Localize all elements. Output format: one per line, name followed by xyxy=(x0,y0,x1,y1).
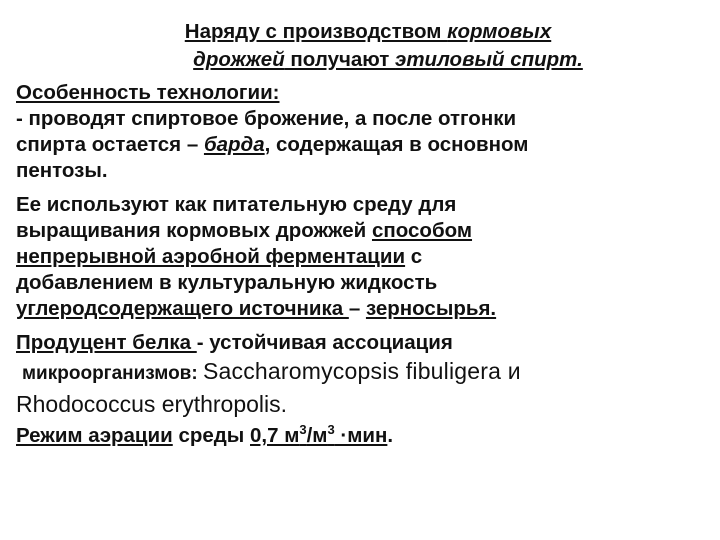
aeration-sup-2: 3 xyxy=(327,422,335,438)
producer-line-2 xyxy=(16,356,700,389)
usage-text-2b: способом xyxy=(371,219,473,242)
title-text-1b: кормовых xyxy=(447,20,552,43)
feature-line-3: пентозы. xyxy=(16,159,108,182)
feature-line-1: - проводят спиртовое брожение, а после отгонки xyxy=(16,107,517,130)
usage-text-3a: непрерывной аэробной ферментации xyxy=(16,245,406,268)
producer-text-1: - устойчивая ассоциация xyxy=(196,331,453,354)
title-text-2a: дрожжей xyxy=(193,48,285,71)
title-text-1a: Наряду с производством xyxy=(184,20,448,43)
usage-line-2 xyxy=(16,218,700,244)
title-line-1 xyxy=(16,18,700,46)
aeration-value-c: ·мин xyxy=(334,424,388,447)
producer-species-2: Rhodococcus erythropolis. xyxy=(16,391,288,417)
usage-line-4: добавлением в культуральную жидкость xyxy=(16,271,438,294)
title-line-2 xyxy=(16,46,700,74)
aeration-end: . xyxy=(387,424,394,447)
usage-line-1: Ее используют как питательную среду для xyxy=(16,193,457,216)
usage-text-5c: зерносырья. xyxy=(365,297,497,320)
usage-text-2a: выращивания кормовых дрожжей xyxy=(16,219,372,242)
aeration-value-b: /м xyxy=(306,424,328,447)
producer-line-1 xyxy=(16,330,700,356)
slide-title xyxy=(16,18,700,74)
usage-text-3b: с xyxy=(405,245,423,268)
producer-text-2a: микроорганизмов: xyxy=(22,363,203,384)
producer-paragraph xyxy=(16,330,700,419)
producer-species-1: Saccharomycopsis fibuligera и xyxy=(202,358,521,384)
feature-label: Особенность технологии: xyxy=(16,81,280,104)
usage-text-5a: углеродсодержащего источника xyxy=(16,297,349,320)
aeration-sup-1: 3 xyxy=(299,422,307,438)
feature-text-2c: , содержащая в основном xyxy=(264,133,529,156)
producer-label: Продуцент белка xyxy=(16,331,197,354)
feature-text-2a: спирта остается – xyxy=(16,133,204,156)
title-text-2c: этиловый спирт. xyxy=(395,48,583,71)
usage-paragraph xyxy=(16,192,700,322)
feature-paragraph xyxy=(16,80,700,184)
usage-line-3 xyxy=(16,244,700,270)
barda-term: барда xyxy=(203,133,265,156)
aeration-text: среды xyxy=(172,424,250,447)
aeration-paragraph xyxy=(16,423,700,449)
aeration-value xyxy=(250,424,387,447)
aeration-label: Режим аэрации xyxy=(16,424,173,447)
title-text-2b: получают xyxy=(284,48,396,71)
feature-line-2 xyxy=(16,132,700,158)
aeration-value-a: 0,7 м xyxy=(250,424,300,447)
usage-line-5 xyxy=(16,296,700,322)
usage-text-5b: – xyxy=(348,297,366,320)
